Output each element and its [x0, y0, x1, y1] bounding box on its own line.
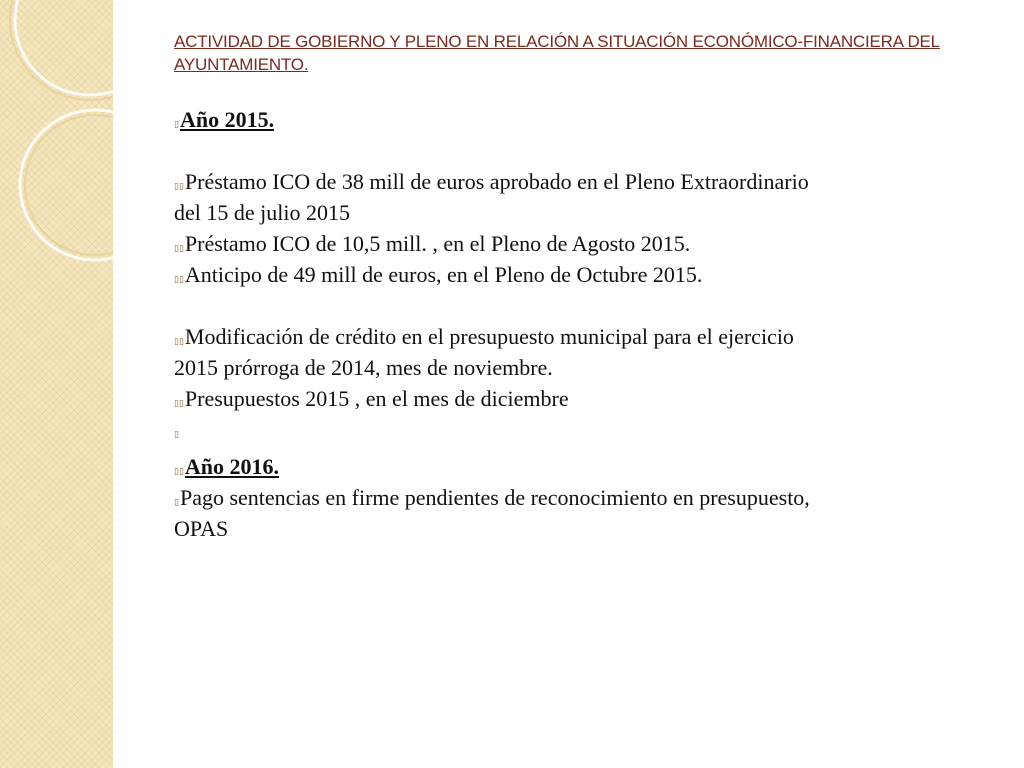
bullet-marker: ▯: [174, 430, 179, 440]
list-item: [174, 166, 834, 228]
heading-2015: [174, 104, 834, 135]
heading-2016: [174, 451, 834, 482]
empty-list-item: [174, 414, 834, 451]
list-item: [174, 228, 834, 259]
ring-top: [10, 0, 113, 100]
list-item: [174, 482, 834, 544]
list-item: [174, 259, 834, 290]
bullet-marker: ▯▯: [174, 467, 184, 477]
slide-title: ACTIVIDAD DE GOBIERNO Y PLENO EN RELACIÓN A SITUACIÓN ECONÓMICO-FINANCIERA DEL AYUNTAMIENTO.: [174, 32, 940, 74]
heading-2015-text: Año 2015.: [179, 107, 275, 132]
bullet-marker: ▯▯: [174, 337, 184, 347]
bullet-marker: ▯▯: [174, 399, 184, 409]
blank-line: [174, 135, 834, 166]
bullet-marker: ▯▯: [174, 182, 184, 192]
slide-content: [174, 104, 834, 544]
bullet-marker: ▯: [174, 498, 179, 508]
blank-line: [174, 290, 834, 321]
list-item-text: Préstamo ICO de 10,5 mill. , en el Pleno de Agosto 2015.: [184, 231, 691, 256]
ring-bottom: [20, 110, 113, 260]
list-item: [174, 383, 834, 414]
list-item-text: Anticipo de 49 mill de euros, en el Pleno de Octubre 2015.: [184, 262, 703, 287]
decorative-circles: [0, 0, 113, 768]
list-item-text: Modificación de crédito en el presupuesto municipal para el ejercicio 2015 prórroga de 2014, mes de noviembre.: [174, 324, 794, 380]
bullet-marker: ▯▯: [174, 244, 184, 254]
heading-2016-text: Año 2016.: [184, 454, 280, 479]
list-item-text: Préstamo ICO de 38 mill de euros aprobado en el Pleno Extraordinario del 15 de julio 2015: [174, 169, 809, 225]
bullet-marker: ▯▯: [174, 275, 184, 285]
list-item: [174, 321, 834, 383]
list-item-text: Pago sentencias en firme pendientes de reconocimiento en presupuesto, OPAS: [174, 485, 810, 541]
bullet-marker: ▯: [174, 120, 179, 130]
list-item-text: Presupuestos 2015 , en el mes de diciembre: [184, 386, 569, 411]
